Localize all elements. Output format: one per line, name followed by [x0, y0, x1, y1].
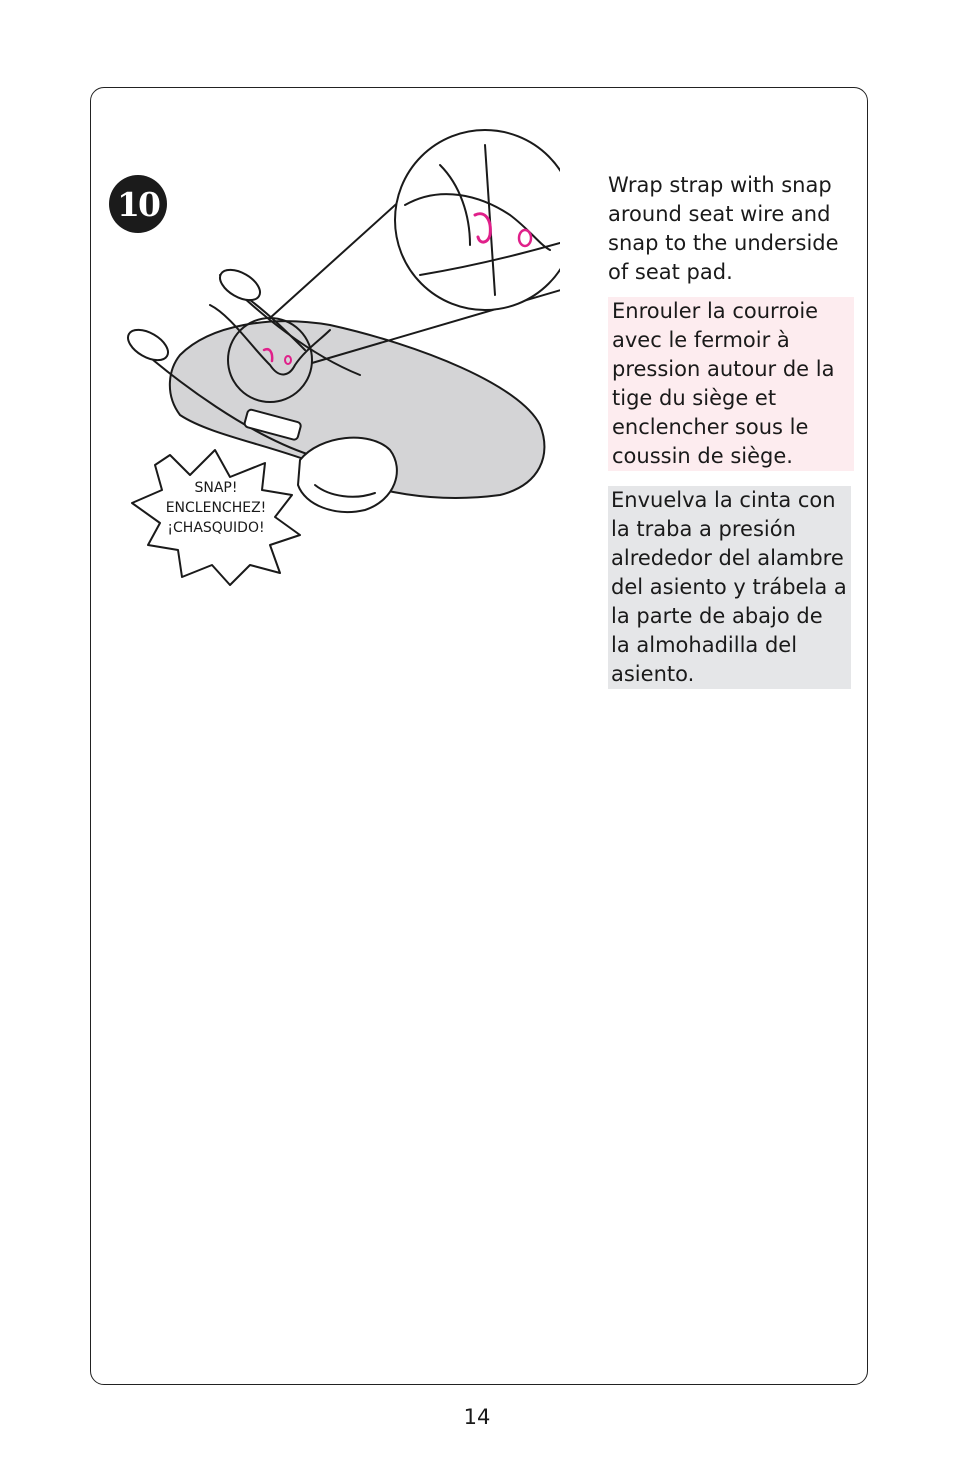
instruction-french: Enrouler la courroie avec le fermoir à pression autour de la tige du siège et enclencher sous le coussin de siège. [608, 297, 854, 471]
wire-end-cap-left [123, 324, 173, 367]
callout-chasquido: ¡CHASQUIDO! [167, 520, 265, 536]
instruction-spanish: Envuelva la cinta con la traba a presión alrededor del alambre del asiento y trábela a la parte de abajo de la almohadilla del asiento. [608, 486, 851, 689]
page-number: 14 [463, 1405, 491, 1429]
callout-snap: SNAP! [194, 480, 238, 496]
motor-housing [298, 438, 397, 512]
snap-burst-shape [132, 450, 300, 585]
callout-enclenchez: ENCLENCHEZ! [165, 500, 267, 516]
seat-pad-illustration [120, 125, 560, 595]
detail-zoom-circle [395, 130, 560, 310]
instruction-english: Wrap strap with snap around seat wire and snap to the underside of seat pad. [608, 173, 839, 284]
step-number: 10 [117, 184, 159, 224]
wire-end-cap-right [215, 264, 265, 307]
